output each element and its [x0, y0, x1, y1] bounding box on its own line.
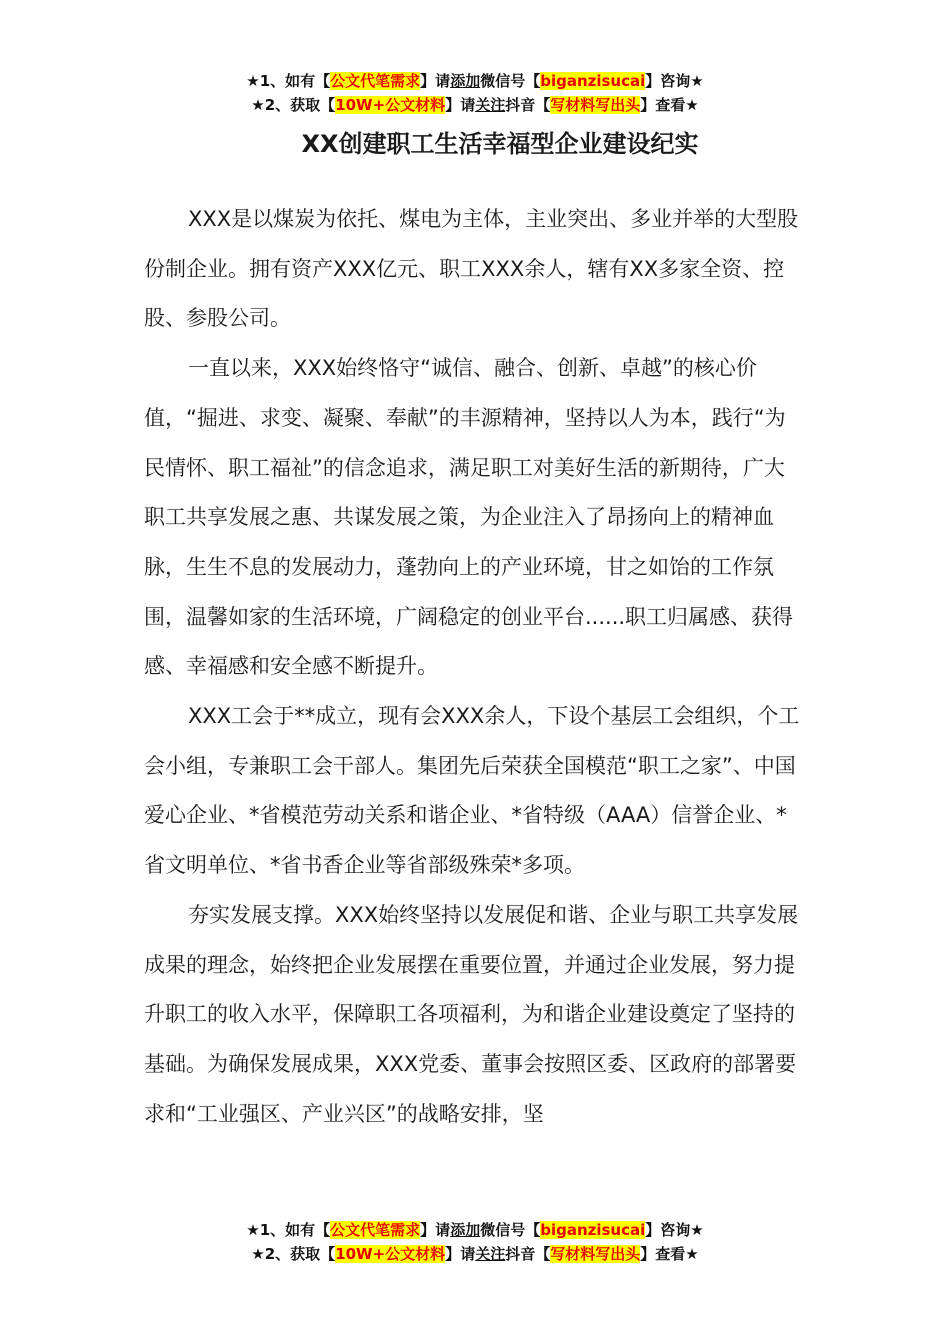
paragraph: 一直以来，XXX始终恪守“诚信、融合、创新、卓越”的核心价值，“掘进、求变、凝聚、奉献”的丰源精神，坚持以人为本，践行“为民情怀、职工福祉”的信念追求，满足职工对美好生活的新期待，广大职工共享发展之惠、共谋发展之策，为企业注入了昂扬向上的精神血脉，生生不息的发展动力，蓬勃向上的产业环境，甘之如饴的工作氛围，温馨如家的生活环境，广阔稳定的创业平台......职工归属感、获得感、幸福感和安全感不断提升。	[144, 356, 794, 679]
banner-text: 】咨询★	[645, 1221, 704, 1239]
banner-wechat-id: biganzisucai	[540, 1221, 646, 1239]
banner-text: 微信号【	[480, 1221, 541, 1239]
document-body	[144, 195, 804, 1139]
banner-wechat-id: biganzisucai	[540, 72, 646, 90]
banner-text: 】咨询★	[645, 72, 704, 90]
banner-text: 抖音【	[505, 96, 551, 114]
footer-banner	[0, 1218, 950, 1266]
banner-emphasis: 关注	[475, 1245, 506, 1263]
banner-text: ★2、获取【	[251, 1245, 336, 1263]
banner-highlight: 公文代笔需求	[330, 1221, 421, 1239]
banner-emphasis: 关注	[475, 96, 506, 114]
banner-text: ★2、获取【	[251, 96, 336, 114]
banner-emphasis: 添加	[450, 1221, 481, 1239]
banner-text: 微信号【	[480, 72, 541, 90]
banner-line-2	[0, 93, 950, 117]
banner-highlight: 10W+公文材料	[335, 1245, 446, 1263]
banner-line-2	[0, 1242, 950, 1266]
paragraph: 夯实发展支撑。XXX始终坚持以发展促和谐、企业与职工共享发展成果的理念，始终把企业发展摆在重要位置，并通过企业发展，努力提升职工的收入水平，保障职工各项福利，为和谐企业建设奠定了坚持的基础。为确保发展成果，XXX党委、董事会按照区委、区政府的部署要求和“工业强区、产业兴区”的战略安排，坚	[144, 902, 799, 1126]
paragraph: XXX工会于**成立，现有会XXX余人，下设个基层工会组织，个工会小组，专兼职工会干部人。集团先后荣获全国模范“职工之家”、中国爱心企业、*省模范劳动关系和谐企业、*省特级（AAA）信誉企业、*省文明单位、*省书香企业等省部级殊荣*多项。	[144, 704, 800, 878]
paragraph: XXX是以煤炭为依托、煤电为主体，主业突出、多业并举的大型股份制企业。拥有资产XXX亿元、职工XXX余人，辖有XX多家全资、控股、参股公司。	[144, 207, 799, 331]
banner-line-1	[0, 69, 950, 93]
banner-text: 】请	[420, 1221, 451, 1239]
document-title: XX创建职工生活幸福型企业建设纪实	[301, 130, 699, 158]
banner-text: 抖音【	[505, 1245, 551, 1263]
banner-highlight: 公文代笔需求	[330, 72, 421, 90]
banner-text: ★1、如有【	[246, 1221, 331, 1239]
banner-line-1	[0, 1218, 950, 1242]
banner-text: 】请	[445, 96, 476, 114]
banner-text: ★1、如有【	[246, 72, 331, 90]
header-banner	[0, 69, 950, 117]
banner-text: 】查看★	[640, 1245, 699, 1263]
banner-douyin-id: 写材料写出头	[550, 1245, 641, 1263]
banner-highlight: 10W+公文材料	[335, 96, 446, 114]
banner-emphasis: 添加	[450, 72, 481, 90]
banner-text: 】查看★	[640, 96, 699, 114]
banner-douyin-id: 写材料写出头	[550, 96, 641, 114]
banner-text: 】请	[445, 1245, 476, 1263]
banner-text: 】请	[420, 72, 451, 90]
